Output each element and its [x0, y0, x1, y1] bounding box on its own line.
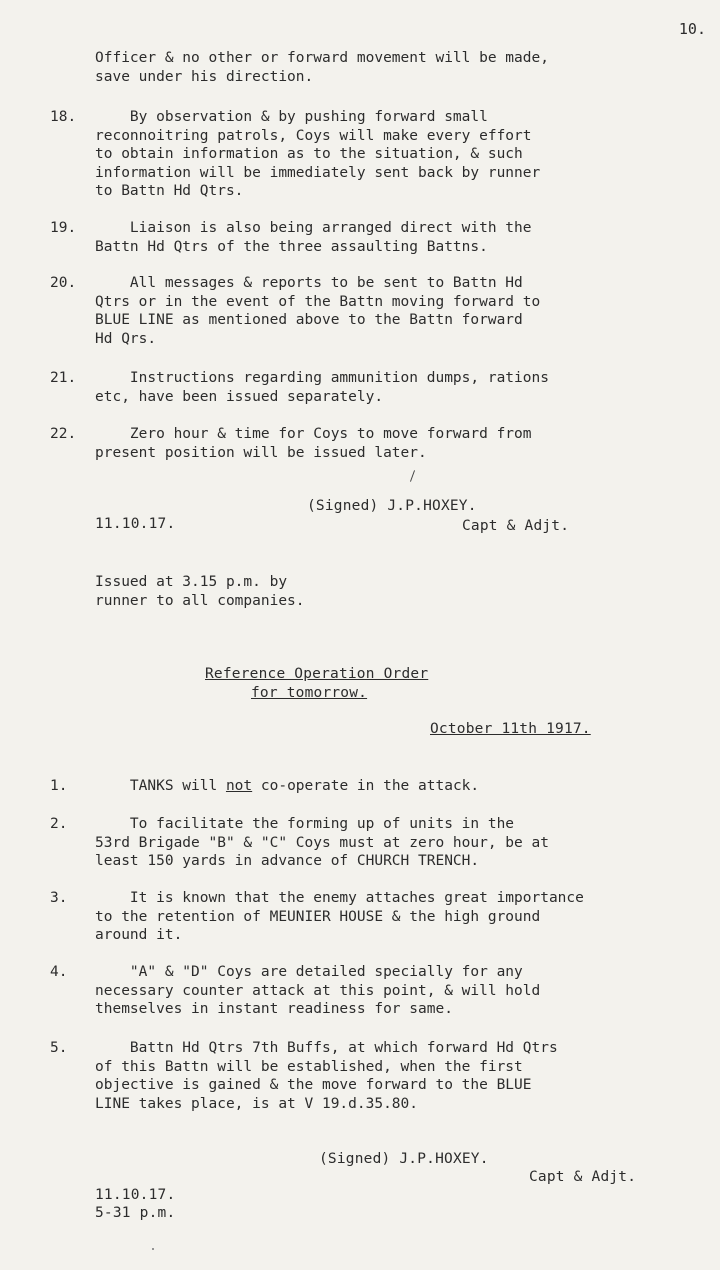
text-line: Issued at 3.15 p.m. by [95, 574, 288, 590]
paragraph-number: 5. [50, 1040, 68, 1056]
text-line: objective is gained & the move forward to the BLUE [95, 1077, 532, 1093]
text-line: reconnoitring patrols, Coys will make every effort [95, 127, 532, 144]
text-line: It is known that the enemy attaches great importance [95, 890, 584, 906]
emphasis-not: not [225, 778, 253, 794]
text-line: Officer & no other or forward movement will be made, [95, 50, 549, 66]
order-paragraph-3 [95, 889, 584, 945]
text-line: Zero hour & time for Coys to move forward from [95, 426, 532, 442]
signature-title: Capt & Adjt. [462, 518, 570, 534]
reference-title-line-2: for tomorrow. [251, 685, 368, 701]
order-paragraph-1 [95, 777, 479, 796]
text-line: LINE takes place, is at V 19.d.35.80. [95, 1095, 419, 1112]
signature-title: Capt & Adjt. [529, 1169, 637, 1185]
paragraph-number: 2. [50, 816, 68, 832]
pen-mark [410, 470, 415, 482]
text-line: of this Battn will be established, when the first [95, 1058, 523, 1075]
paragraph-number: 20. [50, 275, 77, 291]
paragraph-21 [95, 369, 549, 406]
text-line: Qtrs or in the event of the Battn moving forward to [95, 293, 541, 310]
reference-title-line-1: Reference Operation Order [205, 666, 429, 682]
text-line: To facilitate the forming up of units in the [95, 816, 515, 832]
signature-line: (Signed) J.P.HOXEY. [307, 498, 477, 514]
reference-date: October 11th 1917. [430, 721, 591, 737]
signature-time: 5-31 p.m. [95, 1205, 176, 1221]
order-paragraph-4 [95, 963, 540, 1019]
paragraph-number: 21. [50, 370, 77, 386]
text-line: etc, have been issued separately. [95, 388, 384, 405]
text-line: least 150 yards in advance of CHURCH TRENCH. [95, 853, 480, 869]
paragraph-number: 4. [50, 964, 68, 980]
paper-speck [152, 1248, 154, 1250]
text-line: BLUE LINE as mentioned above to the Battn forward [95, 312, 523, 328]
text-line: necessary counter attack at this point, & will hold [95, 982, 541, 999]
text-line: 53rd Brigade "B" & "C" Coys must at zero hour, be at [95, 834, 549, 851]
paragraph-number: 19. [50, 220, 77, 236]
issued-note [95, 573, 305, 610]
signature-line: (Signed) J.P.HOXEY. [319, 1151, 489, 1167]
text-line: to the retention of MEUNIER HOUSE & the high ground [95, 908, 541, 925]
paragraph-number: 3. [50, 890, 68, 906]
text-line: TANKS will not co-operate in the attack. [95, 778, 480, 794]
text-line: themselves in instant readiness for same. [95, 1001, 453, 1017]
text-line: Hd Qrs. [95, 330, 157, 347]
paragraph-number: 22. [50, 426, 77, 442]
text-line: to Battn Hd Qtrs. [95, 183, 244, 199]
text-line: around it. [95, 927, 183, 943]
paragraph-22 [95, 425, 532, 462]
signature-date: 11.10.17. [95, 1187, 176, 1203]
paragraph-19 [95, 219, 532, 256]
text-line: Battn Hd Qtrs 7th Buffs, at which forward Hd Qtrs [95, 1040, 558, 1056]
order-paragraph-5 [95, 1039, 558, 1113]
text-line: Battn Hd Qtrs of the three assaulting Battns. [95, 238, 488, 255]
text-line: information will be immediately sent back by runner [95, 164, 541, 181]
text-line: All messages & reports to be sent to Battn Hd [95, 275, 523, 291]
text-line: Liaison is also being arranged direct with the [95, 220, 532, 236]
paragraph-number: 1. [50, 778, 68, 794]
paragraph-number: 18. [50, 109, 77, 125]
page-number: 10. [678, 20, 706, 38]
text-line: to obtain information as to the situation, & such [95, 146, 523, 162]
text-line: "A" & "D" Coys are detailed specially for any [95, 964, 523, 980]
text-line: present position will be issued later. [95, 444, 427, 461]
order-paragraph-2 [95, 815, 549, 871]
continuation-paragraph [95, 49, 549, 86]
signature-date: 11.10.17. [95, 516, 176, 532]
text-line: Instructions regarding ammunition dumps, rations [95, 370, 549, 386]
text-line: save under his direction. [95, 68, 314, 85]
paragraph-20 [95, 274, 540, 348]
paragraph-18 [95, 108, 540, 201]
text-line: runner to all companies. [95, 592, 305, 609]
text-line: By observation & by pushing forward small [95, 109, 488, 125]
